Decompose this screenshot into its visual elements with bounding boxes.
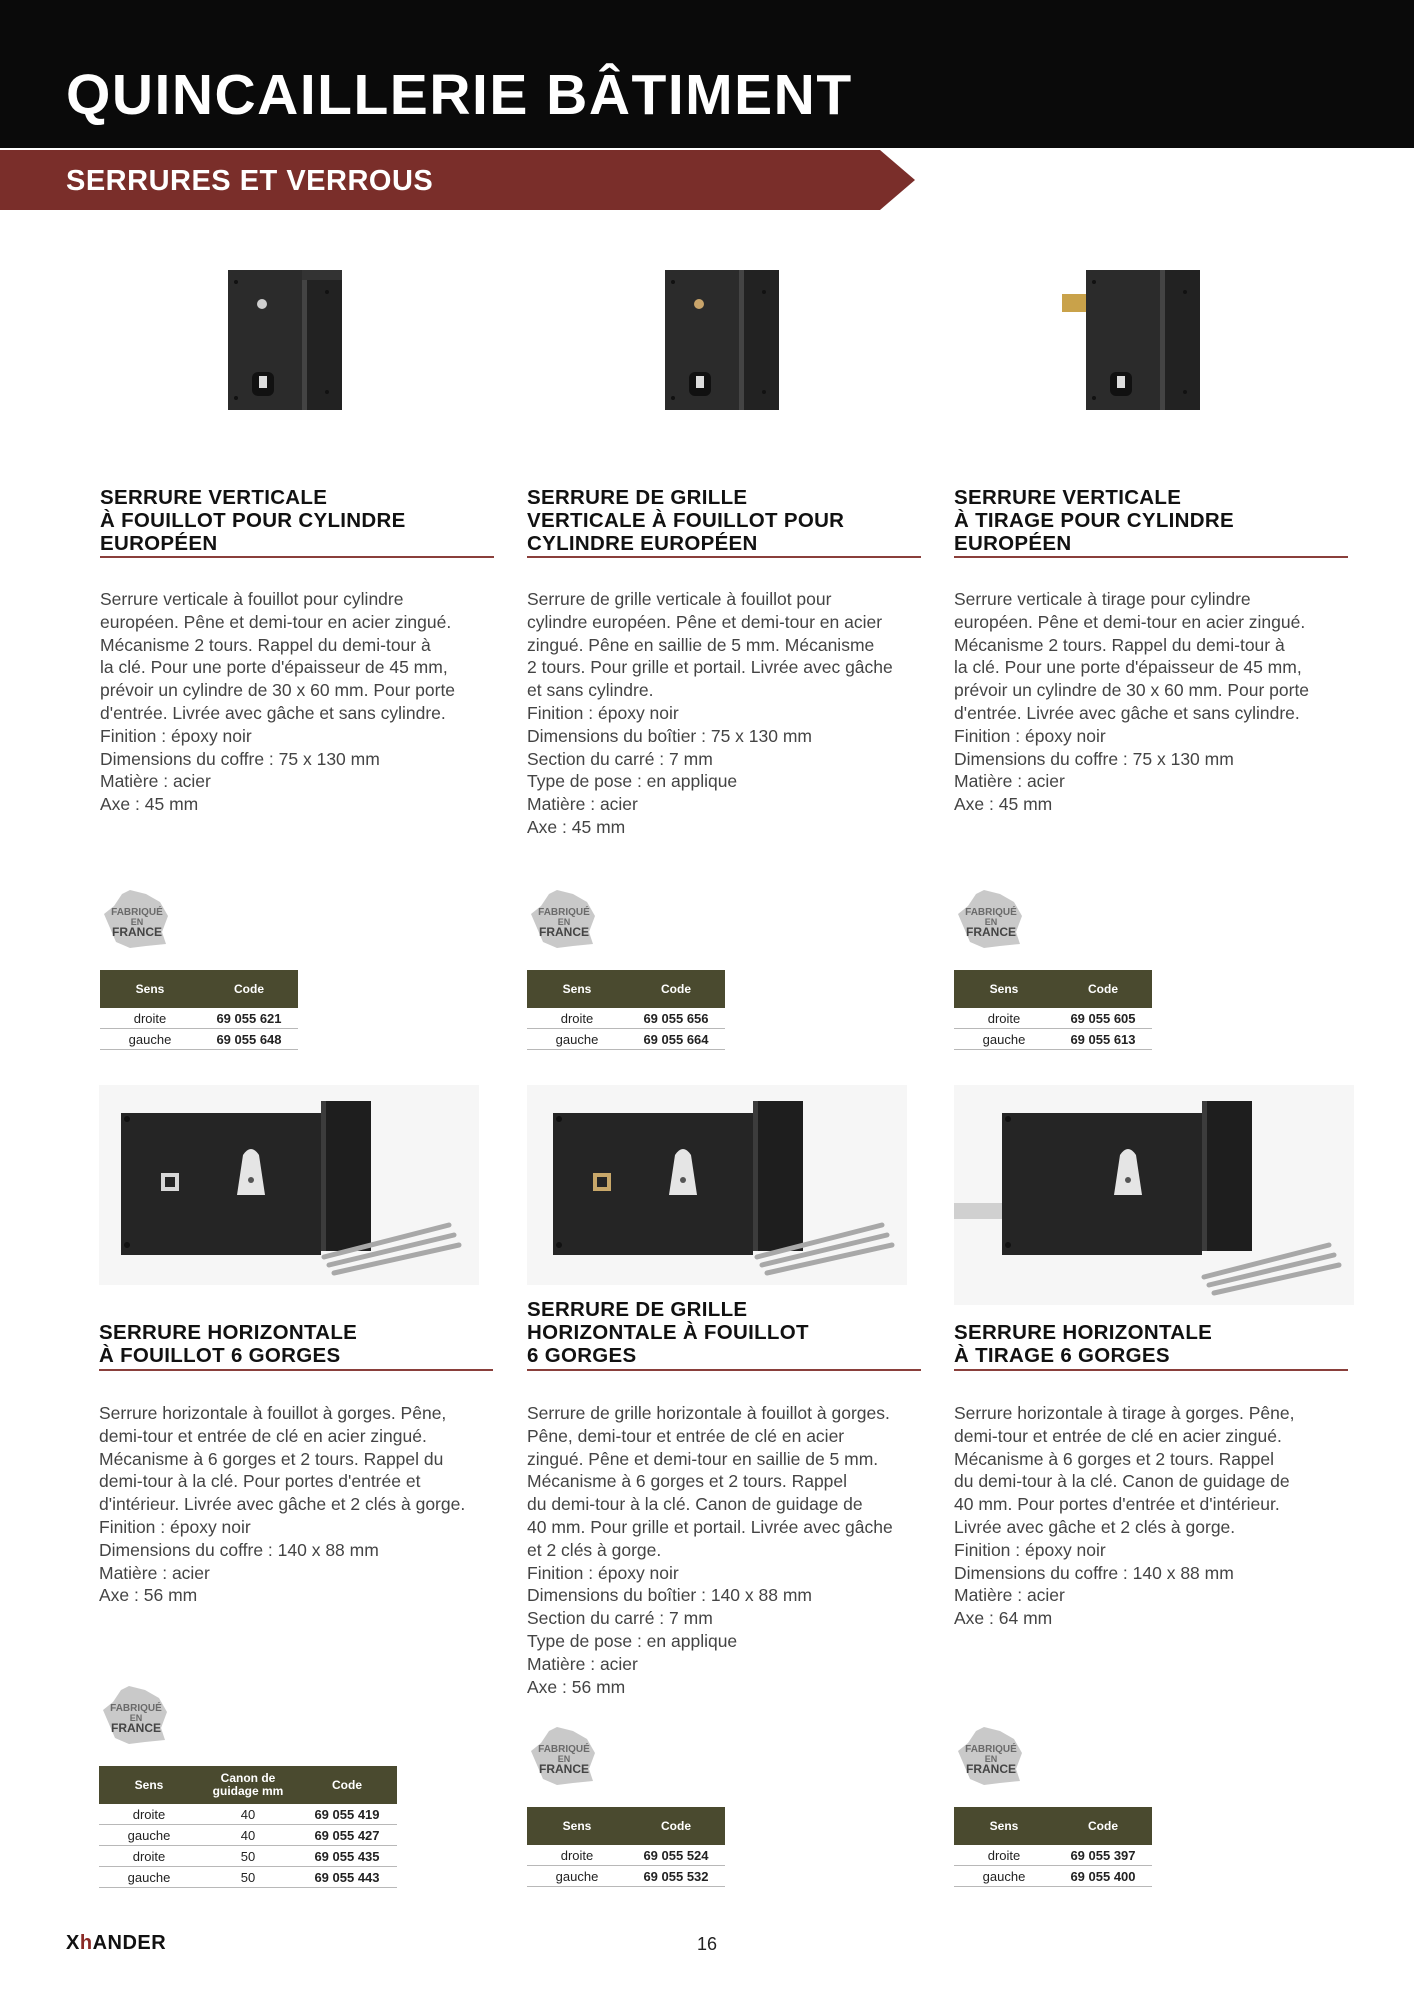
product-code-table: Sens Code droite 69 055 656 gauche 69 055 664: [527, 970, 725, 1050]
table-row: droite 69 055 397: [954, 1845, 1152, 1866]
page-title: QUINCAILLERIE BÂTIMENT: [66, 63, 853, 127]
title-divider: [954, 1369, 1348, 1371]
table-row: gauche 69 055 400: [954, 1866, 1152, 1887]
product-image: [954, 1085, 1354, 1305]
brand-logo: XhANDER: [66, 1932, 167, 1954]
title-divider: [954, 556, 1348, 558]
product-description: Serrure de grille verticale à fouillot pour cylindre européen. Pêne et demi-tour en acier zingué. Pêne en saillie de 5 mm. Mécanisme 2 tours. Pour grille et portail. Livrée avec gâche et sans cylindre. Finition : époxy noir Dimensions du boîtier : 75 x 130 mm Section du carré : 7 mm Type de pose : en applique Matière : acier Axe : 45 mm: [527, 589, 893, 837]
made-in-france-badge: FABRIQUÉ EN FRANCE: [954, 888, 1028, 950]
product-title: SERRURE VERTICALE À FOUILLOT POUR CYLINDRE EUROPÉEN: [100, 486, 406, 555]
made-in-france-badge: FABRIQUÉ EN FRANCE: [527, 1725, 601, 1787]
product-image: [659, 262, 789, 422]
product-code-table: Sens Code droite 69 055 397 gauche 69 055 400: [954, 1807, 1152, 1887]
title-divider: [99, 1369, 493, 1371]
made-in-france-badge: FABRIQUÉ EN FRANCE: [954, 1725, 1028, 1787]
product-image: [99, 1085, 479, 1285]
product-description: Serrure horizontale à tirage à gorges. Pêne, demi-tour et entrée de clé en acier zingué. Mécanisme à 6 gorges et 2 tours. Rappel du demi-tour à la clé. Canon de guidage de 40 mm. Pour portes d'entrée et d'intérieur. Livrée avec gâche et 2 clés à gorge. Finition : époxy noir Dimensions du coffre : 140 x 88 mm Matière : acier Axe : 64 mm: [954, 1403, 1295, 1629]
product-image: [1062, 262, 1212, 422]
made-in-france-badge: FABRIQUÉ EN FRANCE: [527, 888, 601, 950]
product-image: [527, 1085, 907, 1285]
product-title: SERRURE VERTICALE À TIRAGE POUR CYLINDRE EUROPÉEN: [954, 486, 1234, 555]
product-title: SERRURE DE GRILLE HORIZONTALE À FOUILLOT 6 GORGES: [527, 1298, 809, 1367]
product-title: SERRURE HORIZONTALE À FOUILLOT 6 GORGES: [99, 1321, 358, 1367]
product-description: Serrure verticale à tirage pour cylindre européen. Pêne et demi-tour en acier zingué. Mécanisme 2 tours. Rappel du demi-tour à la clé. Pour une porte d'épaisseur de 45 mm, prévoir un cylindre de 30 x 60 mm. Pour porte d'entrée. Livrée avec gâche et sans cylindre. Finition : époxy noir Dimensions du coffre : 75 x 130 mm Matière : acier Axe : 45 mm: [954, 589, 1310, 815]
product-code-table: Sens Code droite 69 055 524 gauche 69 055 532: [527, 1807, 725, 1887]
product-image: [222, 262, 352, 422]
made-in-france-badge: FABRIQUÉ EN FRANCE: [100, 888, 174, 950]
page-number: 16: [697, 1934, 718, 1954]
table-row: droite 69 055 524: [527, 1845, 725, 1866]
title-divider: [100, 556, 494, 558]
table-row: gauche 50 69 055 443: [99, 1867, 397, 1888]
table-row: gauche 69 055 664: [527, 1029, 725, 1050]
table-row: gauche 40 69 055 427: [99, 1825, 397, 1846]
section-subtitle: SERRURES ET VERROUS: [66, 165, 434, 197]
product-description: Serrure horizontale à fouillot à gorges. Pêne, demi-tour et entrée de clé en acier zingué. Mécanisme à 6 gorges et 2 tours. Rappel du demi-tour à la clé. Pour portes d'entrée et d'intérieur. Livrée avec gâche et 2 clés à gorge. Finition : époxy noir Dimensions du coffre : 140 x 88 mm Matière : acier Axe : 56 mm: [99, 1403, 466, 1606]
title-divider: [527, 1369, 921, 1371]
table-row: droite 50 69 055 435: [99, 1846, 397, 1867]
product-code-table: Sens Canon de guidage mm Code droite 40 69 055 419 gauche 40 69 055 427 droite 50 69 055 435 gauche 50 69 055 443: [99, 1766, 397, 1888]
table-row: gauche 69 055 532: [527, 1866, 725, 1887]
table-row: droite 69 055 605: [954, 1008, 1152, 1029]
table-row: droite 69 055 656: [527, 1008, 725, 1029]
product-code-table: Sens Code droite 69 055 621 gauche 69 055 648: [100, 970, 298, 1050]
made-in-france-badge: FABRIQUÉ EN FRANCE: [99, 1684, 173, 1746]
product-title: SERRURE DE GRILLE VERTICALE À FOUILLOT POUR CYLINDRE EUROPÉEN: [527, 486, 845, 555]
product-description: Serrure verticale à fouillot pour cylindre européen. Pêne et demi-tour en acier zingué. Mécanisme 2 tours. Rappel du demi-tour à la clé. Pour une porte d'épaisseur de 45 mm, prévoir un cylindre de 30 x 60 mm. Pour porte d'entrée. Livrée avec gâche et sans cylindre. Finition : époxy noir Dimensions du coffre : 75 x 130 mm Matière : acier Axe : 45 mm: [100, 589, 456, 815]
product-title: SERRURE HORIZONTALE À TIRAGE 6 GORGES: [954, 1321, 1213, 1367]
table-row: gauche 69 055 648: [100, 1029, 298, 1050]
table-row: gauche 69 055 613: [954, 1029, 1152, 1050]
table-row: droite 40 69 055 419: [99, 1804, 397, 1825]
product-code-table: Sens Code droite 69 055 605 gauche 69 055 613: [954, 970, 1152, 1050]
product-description: Serrure de grille horizontale à fouillot à gorges. Pêne, demi-tour et entrée de clé en acier zingué. Pêne et demi-tour en saillie de 5 mm. Mécanisme à 6 gorges et 2 tours. Rappel du demi-tour à la clé. Canon de guidage de 40 mm. Pour grille et portail. Livrée avec gâche et 2 clés à gorge. Finition : époxy noir Dimensions du boîtier : 140 x 88 mm Section du carré : 7 mm Type de pose : en applique Matière : acier Axe : 56 mm: [527, 1403, 893, 1697]
table-row: droite 69 055 621: [100, 1008, 298, 1029]
title-divider: [527, 556, 921, 558]
